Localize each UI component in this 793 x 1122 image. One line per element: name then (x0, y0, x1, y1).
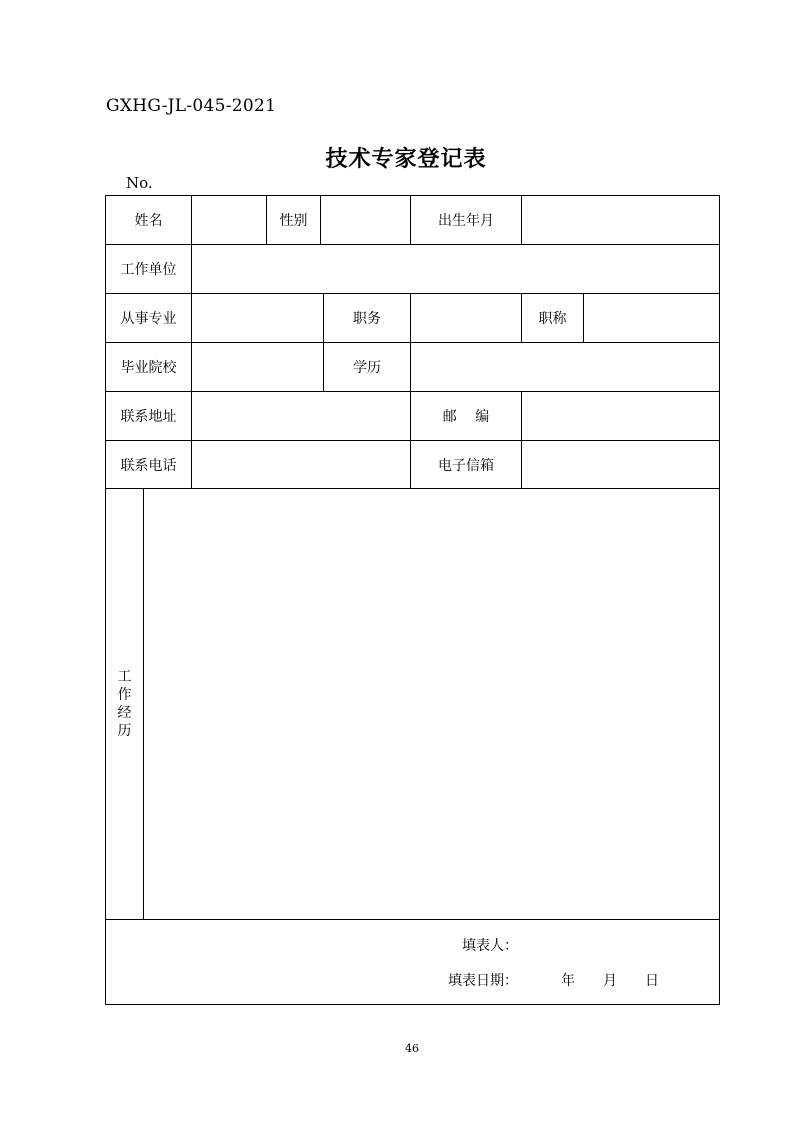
major-input-cell[interactable] (192, 294, 324, 343)
fill-date-label: 填表日期： (448, 973, 518, 989)
postcode-input-cell[interactable] (522, 392, 720, 441)
address-input-cell[interactable] (192, 392, 411, 441)
name-label: 姓名 (106, 196, 192, 245)
year-label: 年 (561, 973, 575, 989)
work-history-char: 经 (117, 705, 132, 721)
professional-title-input-cell[interactable] (584, 294, 720, 343)
email-label: 电子信箱 (411, 441, 522, 489)
birth-date-input-cell[interactable] (522, 196, 720, 245)
work-history-char: 历 (117, 723, 132, 739)
registration-form (105, 195, 720, 1005)
filler-label: 填表人： (462, 938, 518, 954)
major-label: 从事专业 (106, 294, 192, 343)
document-code: GXHG-JL-045-2021 (106, 96, 277, 116)
email-input-cell[interactable] (522, 441, 720, 489)
work-history-label (106, 489, 144, 920)
form-footer (106, 920, 720, 1005)
employer-input-cell[interactable] (192, 245, 720, 294)
professional-title-label: 职称 (522, 294, 584, 343)
position-label: 职务 (324, 294, 411, 343)
phone-label: 联系电话 (106, 441, 192, 489)
education-input-cell[interactable] (411, 343, 720, 392)
work-history-input-area[interactable] (144, 489, 720, 920)
position-input-cell[interactable] (411, 294, 522, 343)
employer-label: 工作单位 (106, 245, 192, 294)
gender-input-cell[interactable] (321, 196, 411, 245)
day-label: 日 (645, 973, 659, 989)
school-input-cell[interactable] (192, 343, 324, 392)
phone-input-cell[interactable] (192, 441, 411, 489)
school-label: 毕业院校 (106, 343, 192, 392)
education-label: 学历 (324, 343, 411, 392)
month-label: 月 (603, 973, 617, 989)
page-number: 46 (405, 1042, 419, 1055)
address-label: 联系地址 (106, 392, 192, 441)
postcode-label: 邮 编 (411, 392, 522, 441)
serial-number-label: No. (126, 174, 153, 192)
work-history-char: 工 (117, 669, 132, 685)
gender-label: 性别 (267, 196, 321, 245)
birth-date-label: 出生年月 (411, 196, 522, 245)
name-input-cell[interactable] (192, 196, 267, 245)
form-title: 技术专家登记表 (325, 146, 487, 172)
work-history-char: 作 (117, 687, 132, 703)
